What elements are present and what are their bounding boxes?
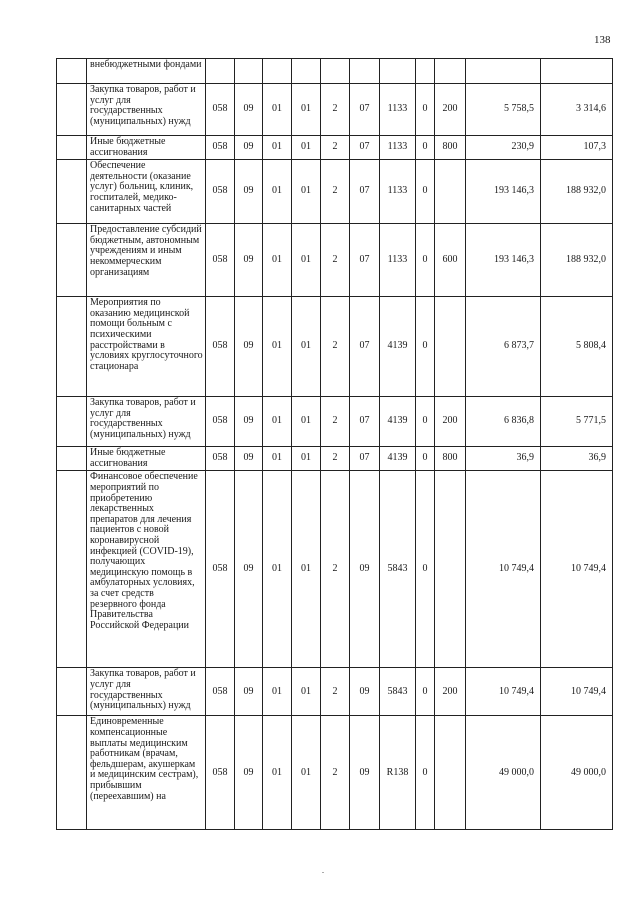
subsection-code: 01 — [263, 447, 292, 471]
amount-2021: 10 749,4 — [466, 471, 541, 668]
footer-mark: . — [322, 866, 324, 875]
extra-code: 0 — [416, 668, 435, 716]
row-number-cell — [57, 397, 87, 447]
expense-type-code: 800 — [435, 447, 466, 471]
row-name: Закупка товаров, работ и услуг для государственных (муниципальных) нужд — [87, 397, 206, 447]
section-code: 09 — [235, 136, 263, 160]
extra-code: 0 — [416, 224, 435, 297]
row-name: Единовременные компенсационные выплаты медицинским работникам (врачам, фельдшерам, акушеркам и медицинским сестрам), прибывшим (переехавшим) на — [87, 716, 206, 830]
subprogram-code — [321, 59, 350, 84]
amount-2022: 10 749,4 — [541, 668, 613, 716]
program-code: 01 — [292, 136, 321, 160]
table-row — [57, 59, 613, 84]
section-code: 09 — [235, 668, 263, 716]
amount-2022: 36,9 — [541, 447, 613, 471]
row-name: внебюджетными фондами — [87, 59, 206, 84]
event-code: 07 — [350, 297, 380, 397]
program-code: 01 — [292, 668, 321, 716]
direction-code: 4139 — [380, 397, 416, 447]
subsection-code: 01 — [263, 668, 292, 716]
program-code: 01 — [292, 471, 321, 668]
table-row — [57, 668, 613, 716]
amount-2021: 10 749,4 — [466, 668, 541, 716]
extra-code: 0 — [416, 136, 435, 160]
program-code: 01 — [292, 160, 321, 224]
row-number-cell — [57, 84, 87, 136]
event-code: 07 — [350, 84, 380, 136]
direction-code: 1133 — [380, 160, 416, 224]
row-name: Обеспечение деятельности (оказание услуг) больниц, клиник, госпиталей, медико-санитарных частей — [87, 160, 206, 224]
amount-2022: 3 314,6 — [541, 84, 613, 136]
amount-2022: 107,3 — [541, 136, 613, 160]
amount-2021: 193 146,3 — [466, 160, 541, 224]
program-code: 01 — [292, 84, 321, 136]
amount-2021 — [466, 59, 541, 84]
subsection-code: 01 — [263, 716, 292, 830]
expense-type-code — [435, 160, 466, 224]
subsection-code: 01 — [263, 84, 292, 136]
subprogram-code: 2 — [321, 136, 350, 160]
amount-2022: 188 932,0 — [541, 160, 613, 224]
row-number-cell — [57, 716, 87, 830]
amount-2021: 193 146,3 — [466, 224, 541, 297]
subprogram-code: 2 — [321, 297, 350, 397]
admin-code: 058 — [206, 160, 235, 224]
subprogram-code: 2 — [321, 668, 350, 716]
event-code — [350, 59, 380, 84]
extra-code: 0 — [416, 716, 435, 830]
subprogram-code: 2 — [321, 716, 350, 830]
direction-code: 4139 — [380, 447, 416, 471]
extra-code: 0 — [416, 84, 435, 136]
direction-code: 5843 — [380, 471, 416, 668]
admin-code: 058 — [206, 447, 235, 471]
section-code: 09 — [235, 471, 263, 668]
amount-2022: 5 808,4 — [541, 297, 613, 397]
budget-table — [56, 58, 613, 830]
table-row — [57, 471, 613, 668]
subsection-code: 01 — [263, 297, 292, 397]
row-name: Финансовое обеспечение мероприятий по приобретению лекарственных препаратов для лечения пациентов с новой коронавирусной инфекцией (COVID-19), получающих медицинскую помощь в амбулаторных условиях, за счет средств резервного фонда Правительства Российской Федерации — [87, 471, 206, 668]
row-number-cell — [57, 160, 87, 224]
event-code: 07 — [350, 136, 380, 160]
expense-type-code — [435, 59, 466, 84]
subprogram-code: 2 — [321, 471, 350, 668]
subprogram-code: 2 — [321, 447, 350, 471]
expense-type-code: 200 — [435, 84, 466, 136]
subprogram-code: 2 — [321, 397, 350, 447]
admin-code: 058 — [206, 84, 235, 136]
program-code: 01 — [292, 297, 321, 397]
row-name: Иные бюджетные ассигнования — [87, 136, 206, 160]
amount-2022: 188 932,0 — [541, 224, 613, 297]
admin-code: 058 — [206, 668, 235, 716]
row-name: Мероприятия по оказанию медицинской помощи больным с психическими расстройствами в условиях круглосуточного стационара — [87, 297, 206, 397]
row-name: Иные бюджетные ассигнования — [87, 447, 206, 471]
admin-code: 058 — [206, 471, 235, 668]
row-name: Закупка товаров, работ и услуг для государственных (муниципальных) нужд — [87, 668, 206, 716]
table-row — [57, 447, 613, 471]
amount-2021: 230,9 — [466, 136, 541, 160]
row-number-cell — [57, 59, 87, 84]
section-code: 09 — [235, 224, 263, 297]
expense-type-code: 800 — [435, 136, 466, 160]
expense-type-code: 200 — [435, 397, 466, 447]
row-number-cell — [57, 471, 87, 668]
page-number: 138 — [594, 34, 611, 46]
amount-2021: 6 836,8 — [466, 397, 541, 447]
program-code: 01 — [292, 224, 321, 297]
expense-type-code: 200 — [435, 668, 466, 716]
direction-code: 5843 — [380, 668, 416, 716]
section-code: 09 — [235, 160, 263, 224]
event-code: 09 — [350, 716, 380, 830]
amount-2021: 36,9 — [466, 447, 541, 471]
section-code: 09 — [235, 297, 263, 397]
subsection-code: 01 — [263, 160, 292, 224]
subsection-code: 01 — [263, 471, 292, 668]
admin-code: 058 — [206, 224, 235, 297]
amount-2022: 49 000,0 — [541, 716, 613, 830]
event-code: 07 — [350, 160, 380, 224]
admin-code: 058 — [206, 136, 235, 160]
table-row — [57, 397, 613, 447]
row-name: Закупка товаров, работ и услуг для государственных (муниципальных) нужд — [87, 84, 206, 136]
admin-code — [206, 59, 235, 84]
extra-code — [416, 59, 435, 84]
amount-2021: 5 758,5 — [466, 84, 541, 136]
amount-2022: 10 749,4 — [541, 471, 613, 668]
subprogram-code: 2 — [321, 224, 350, 297]
table-row — [57, 224, 613, 297]
section-code: 09 — [235, 716, 263, 830]
event-code: 07 — [350, 397, 380, 447]
direction-code: 1133 — [380, 136, 416, 160]
expense-type-code — [435, 471, 466, 668]
event-code: 09 — [350, 471, 380, 668]
expense-type-code — [435, 297, 466, 397]
table-row — [57, 136, 613, 160]
expense-type-code: 600 — [435, 224, 466, 297]
section-code — [235, 59, 263, 84]
extra-code: 0 — [416, 397, 435, 447]
row-number-cell — [57, 224, 87, 297]
direction-code: 4139 — [380, 297, 416, 397]
event-code: 09 — [350, 668, 380, 716]
row-number-cell — [57, 668, 87, 716]
expense-type-code — [435, 716, 466, 830]
section-code: 09 — [235, 397, 263, 447]
admin-code: 058 — [206, 297, 235, 397]
subsection-code: 01 — [263, 224, 292, 297]
extra-code: 0 — [416, 471, 435, 668]
extra-code: 0 — [416, 447, 435, 471]
amount-2021: 6 873,7 — [466, 297, 541, 397]
direction-code: 1133 — [380, 84, 416, 136]
admin-code: 058 — [206, 716, 235, 830]
row-name: Предоставление субсидий бюджетным, автономным учреждениям и иным некоммерческим организациям — [87, 224, 206, 297]
amount-2022: 5 771,5 — [541, 397, 613, 447]
extra-code: 0 — [416, 297, 435, 397]
section-code: 09 — [235, 447, 263, 471]
row-number-cell — [57, 136, 87, 160]
table-row — [57, 716, 613, 830]
amount-2022 — [541, 59, 613, 84]
event-code: 07 — [350, 224, 380, 297]
direction-code — [380, 59, 416, 84]
program-code: 01 — [292, 716, 321, 830]
subsection-code — [263, 59, 292, 84]
direction-code: R138 — [380, 716, 416, 830]
subsection-code: 01 — [263, 397, 292, 447]
event-code: 07 — [350, 447, 380, 471]
program-code — [292, 59, 321, 84]
direction-code: 1133 — [380, 224, 416, 297]
amount-2021: 49 000,0 — [466, 716, 541, 830]
table-row — [57, 84, 613, 136]
subprogram-code: 2 — [321, 84, 350, 136]
extra-code: 0 — [416, 160, 435, 224]
section-code: 09 — [235, 84, 263, 136]
program-code: 01 — [292, 397, 321, 447]
subprogram-code: 2 — [321, 160, 350, 224]
row-number-cell — [57, 297, 87, 397]
program-code: 01 — [292, 447, 321, 471]
table-row — [57, 297, 613, 397]
row-number-cell — [57, 447, 87, 471]
table-row — [57, 160, 613, 224]
subsection-code: 01 — [263, 136, 292, 160]
admin-code: 058 — [206, 397, 235, 447]
